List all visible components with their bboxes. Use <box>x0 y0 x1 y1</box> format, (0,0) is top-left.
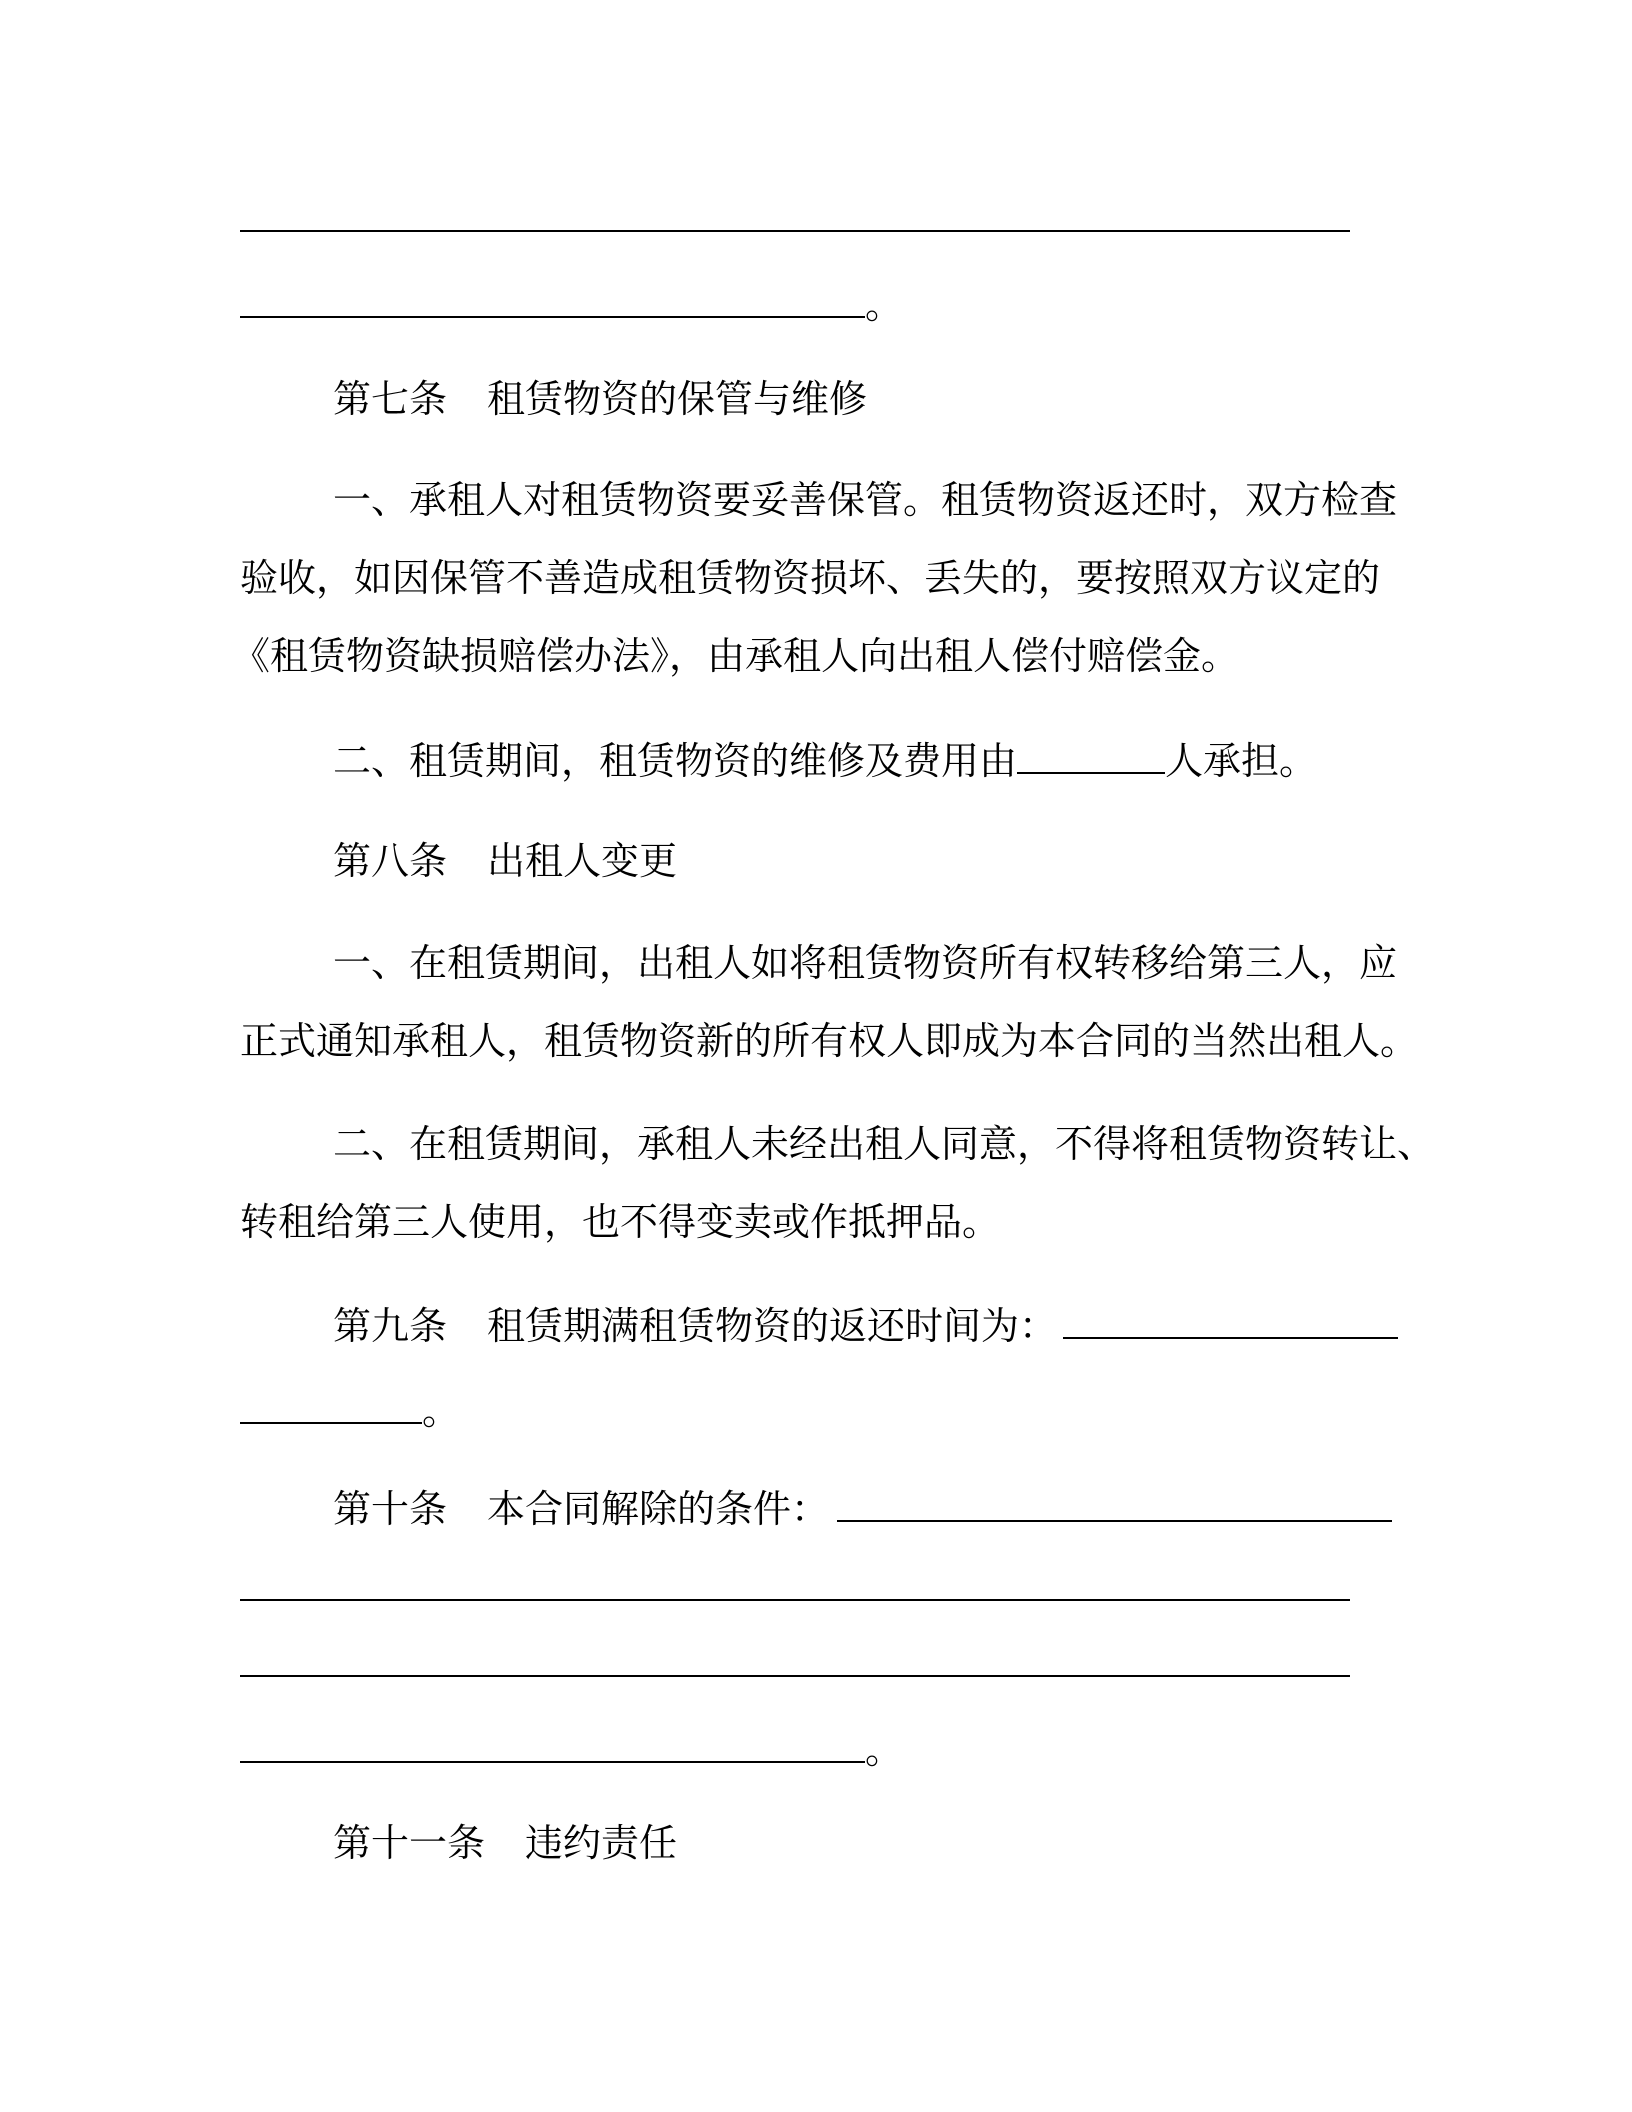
fill-line <box>240 230 1350 232</box>
article-9-fill-line: 。 <box>240 1386 460 1434</box>
article-7-clause-1-line-1: 一、承租人对租赁物资要妥善保管。租赁物资返还时，双方检查 <box>333 478 1398 522</box>
article-9-title: 第九条 租赁期满租赁物资的返还时间为： <box>333 1301 1398 1349</box>
article-10-fill-line <box>240 1599 1350 1601</box>
article-7-clause-2: 二、租赁期间，租赁物资的维修及费用由 人承担。 <box>333 736 1317 784</box>
article-7-clause-1-line-3: 《租赁物资缺损赔偿办法》，由承租人向出租人偿付赔偿金。 <box>232 634 1240 678</box>
article-8-clause-2-line-2: 转租给第三人使用，也不得变卖或作抵押品。 <box>240 1200 1001 1244</box>
article-7-title: 第七条 租赁物资的保管与维修 <box>333 377 868 421</box>
article-10-fill-line-end: 。 <box>240 1725 903 1773</box>
article-11-title: 第十一条 违约责任 <box>333 1821 678 1865</box>
article-8-title: 第八条 出租人变更 <box>333 839 678 883</box>
article-8-clause-1-line-2: 正式通知承租人，租赁物资新的所有权人即成为本合同的当然出租人。 <box>240 1019 1419 1063</box>
article-8-clause-2-line-1: 二、在租赁期间，承租人未经出租人同意，不得将租赁物资转让、 <box>333 1122 1436 1166</box>
fill-line-with-end: 。 <box>240 280 903 328</box>
article-10-title: 第十条 本合同解除的条件： <box>333 1484 1392 1532</box>
article-7-clause-1-line-2: 验收，如因保管不善造成租赁物资损坏、丢失的，要按照双方议定的 <box>240 556 1381 600</box>
article-8-clause-1-line-1: 一、在租赁期间，出租人如将租赁物资所有权转移给第三人，应 <box>333 941 1398 985</box>
article-10-fill-line <box>240 1675 1350 1677</box>
